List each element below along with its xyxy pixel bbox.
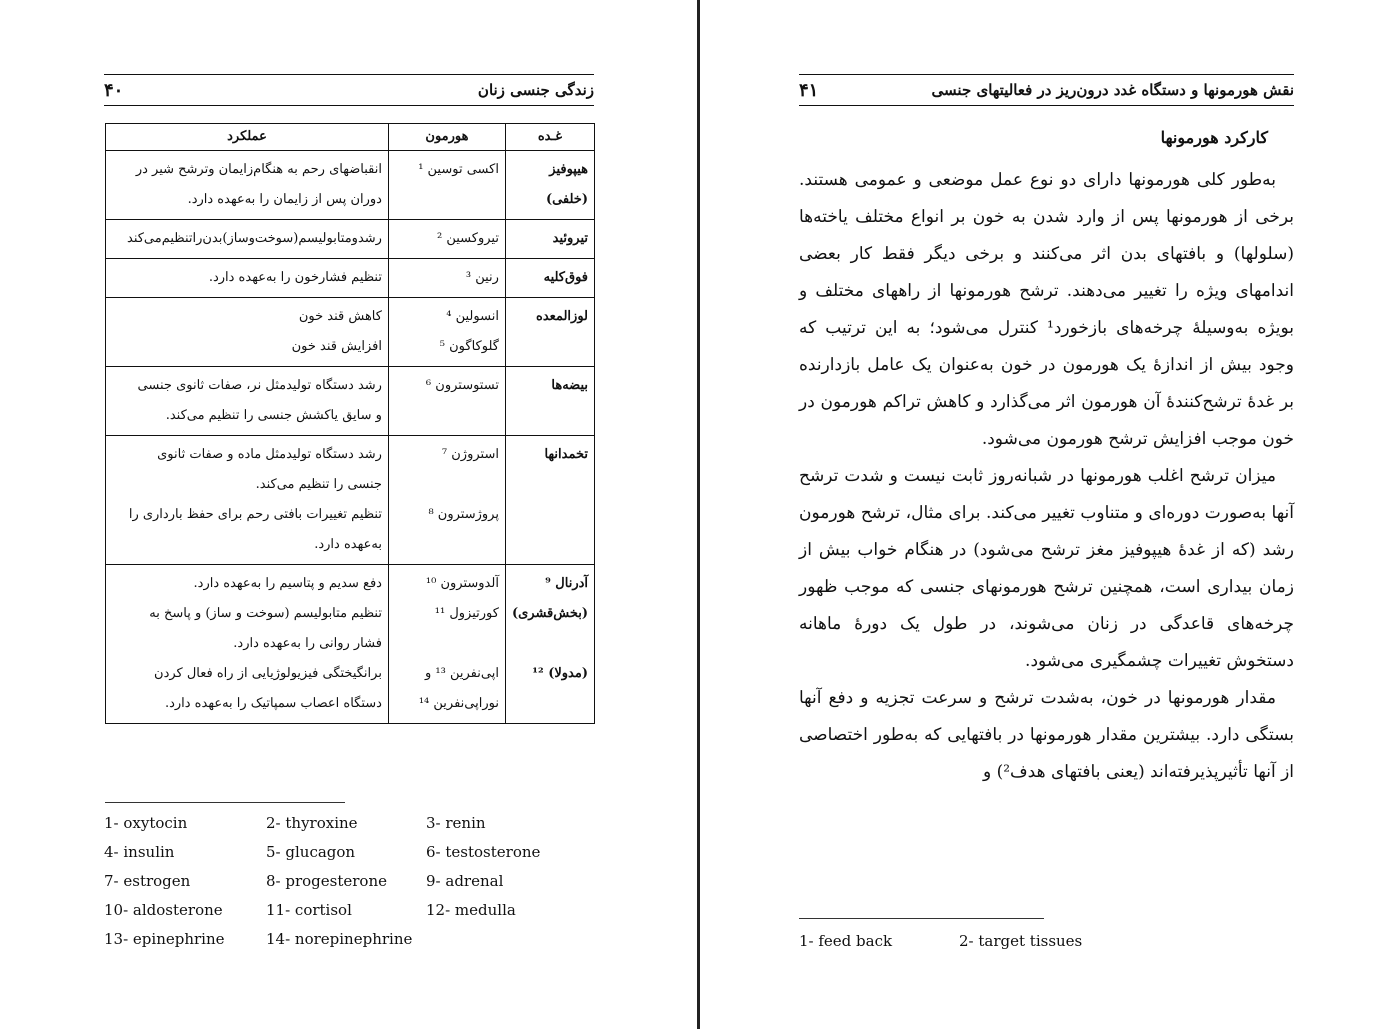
cell-line: فوق‌کلیه <box>543 270 588 285</box>
running-title: زندگی جنسی زنان <box>477 81 594 99</box>
gland-cell <box>505 436 594 565</box>
gland-cell <box>505 367 594 436</box>
footnote: 14- norepinephrine <box>266 930 413 948</box>
footnote: 4- insulin <box>104 843 175 861</box>
footnote: 6- testosterone <box>426 843 541 861</box>
footnote: 12- medulla <box>426 901 516 919</box>
paragraph: به‌طور کلی هورمونها دارای دو نوع عمل موضعی و عمومی هستند. برخی از هورمونها پس از وارد شدن به خون بر انواع مختلف یاخته‌ها (سلولها) و بافتهای بدن اثر می‌کنند و برخی دیگر فقط کار بعضی اندامهای ویژه را تغییر می‌دهند. ترشح هورمونها از راههای مختلف و بویژه به‌وسیلهٔ چرخه‌های بازخورد¹ کنترل می‌شود؛ به این ترتیب که وجود بیش از اندازهٔ یک هورمون در خون به‌عنوان یک عامل بازدارنده بر غدهٔ ترشح‌کنندهٔ آن هورمون اثر می‌گذارد و کاهش تراکم هورمون در خون موجب افزایش ترشح هورمون می‌شود. <box>799 170 1294 449</box>
hormone-cell <box>388 298 505 367</box>
cell-line: پروژسترون ⁸ <box>428 507 499 522</box>
cell-line <box>395 470 499 500</box>
cell-line: رشد دستگاه تولیدمثل نر، صفات ثانوی جنسی <box>137 378 382 393</box>
right-page <box>699 0 1398 1029</box>
gland-cell <box>505 298 594 367</box>
cell-line: تیروئید <box>552 231 588 246</box>
page-number: ۴۰ <box>104 79 124 101</box>
table-row <box>106 298 595 367</box>
column-header-gland: غـده <box>505 124 594 151</box>
cell-line: بیضه‌ها <box>551 378 588 393</box>
cell-line: فشار روانی را به‌عهده دارد. <box>233 636 382 651</box>
footnote: 13- epinephrine <box>104 930 225 948</box>
paragraph: مقدار هورمونها در خون، به‌شدت ترشح و سرعت تجزیه و دفع آنها بستگی دارد. بیشترین مقدار هورمونها در بافتهایی که به‌طور اختصاصی از آنها تأثیرپذیرفته‌اند (یعنی بافتهای هدف²) و <box>799 688 1294 782</box>
hormone-cell <box>388 151 505 220</box>
cell-line: (مدولا) ¹² <box>532 666 588 681</box>
table-row <box>106 436 595 565</box>
cell-line: آلدوسترون ¹⁰ <box>425 576 499 591</box>
cell-line: هیپوفیز <box>549 162 588 177</box>
cell-line: دفع سدیم و پتاسیم را به‌عهده دارد. <box>193 576 382 591</box>
footnote: 2- target tissues <box>959 932 1083 950</box>
gland-hormone-table <box>105 123 595 724</box>
cell-line: (بخش‌قشری) <box>511 606 588 621</box>
cell-line: نوراپی‌نفرین ¹⁴ <box>418 696 499 711</box>
footnote: 8- progesterone <box>266 872 388 890</box>
table-row <box>106 565 595 724</box>
function-cell <box>106 151 389 220</box>
function-cell <box>106 565 389 724</box>
table-row <box>106 367 595 436</box>
column-header-function: عملکرد <box>106 124 389 151</box>
cell-line: دوران پس از زایمان را به‌عهده دارد. <box>187 192 382 207</box>
running-title: نقش هورمونها و دستگاه غدد درون‌ریز در فعالیتهای جنسی <box>931 81 1294 99</box>
cell-line: انقباضهای رحم به هنگام‌زایمان وترشح شیر در <box>135 162 382 177</box>
gland-cell <box>505 151 594 220</box>
section-title: کارکرد هورمونها <box>1160 128 1268 147</box>
function-cell <box>106 298 389 367</box>
cell-line: گلوکاگون ⁵ <box>439 339 499 354</box>
function-cell <box>106 220 389 259</box>
footnote: 3- renin <box>426 814 486 832</box>
table-row <box>106 151 595 220</box>
cell-line: کاهش قند خون <box>298 309 382 324</box>
cell-line: اپی‌نفرین ¹³ و <box>425 666 499 681</box>
footnote: 5- glucagon <box>266 843 356 861</box>
cell-line: افزایش قند خون <box>291 339 382 354</box>
footnote: 11- cortisol <box>266 901 352 919</box>
cell-line: کورتیزول ¹¹ <box>434 606 499 621</box>
cell-line: به‌عهده دارد. <box>314 537 382 552</box>
page-number: ۴۱ <box>799 79 819 101</box>
gland-cell <box>505 259 594 298</box>
cell-line: آدرنال ⁹ <box>545 576 588 591</box>
left-footnotes <box>104 814 594 954</box>
hormone-cell <box>388 436 505 565</box>
cell-line: اکسی توسین ¹ <box>418 162 499 177</box>
cell-line: تخمدانها <box>544 447 588 462</box>
table-row <box>106 220 595 259</box>
column-header-hormone: هورمون <box>388 124 505 151</box>
gland-cell <box>505 565 594 724</box>
table-row <box>106 259 595 298</box>
body-text <box>799 162 1294 791</box>
footnote: 9- adrenal <box>426 872 504 890</box>
cell-line: تنظیم فشارخون را به‌عهده دارد. <box>208 270 382 285</box>
hormone-cell <box>388 259 505 298</box>
cell-line: دستگاه اعصاب سمپاتیک را به‌عهده دارد. <box>164 696 382 711</box>
footnote: 1- feed back <box>799 932 893 950</box>
footnote: 7- estrogen <box>104 872 191 890</box>
cell-line <box>395 629 499 659</box>
hormone-cell <box>388 220 505 259</box>
cell-line: رنین ³ <box>465 270 499 285</box>
function-cell <box>106 436 389 565</box>
cell-line: رشدومتابولیسم(سوخت‌وساز)بدن‌راتنظیم‌می‌کند <box>127 231 382 246</box>
cell-line: (خلفی) <box>545 192 588 207</box>
hormone-cell <box>388 565 505 724</box>
cell-line: تنظیم تغییرات بافتی رحم برای حفظ بارداری را <box>128 507 382 522</box>
footnote-rule <box>105 802 345 803</box>
cell-line: لوزالمعده <box>536 309 588 324</box>
paragraph: میزان ترشح اغلب هورمونها در شبانه‌روز ثابت نیست و شدت ترشح آنها به‌صورت دوره‌ای و متناوب تغییر می‌کند. برای مثال، ترشح هورمون رشد (که از غدهٔ هیپوفیز مغز ترشح می‌شود) در هنگام خواب بیش از زمان بیداری است، همچنین ترشح هورمونهای جنسی که موجب ظهور چرخه‌های قاعدگی در زنان می‌شوند، در طول یک دورهٔ ماهانه دستخوش تغییرات چشمگیری می‌شود. <box>799 466 1294 671</box>
footnote: 1- oxytocin <box>104 814 188 832</box>
cell-line: برانگیختگی فیزیولوژیایی از راه فعال کردن <box>154 666 382 681</box>
left-page-header <box>104 74 594 106</box>
cell-line: تنظیم متابولیسم (سوخت و ساز) و پاسخ به <box>149 606 382 621</box>
cell-line <box>512 629 588 659</box>
cell-line: تستوسترون ⁶ <box>425 378 499 393</box>
footnote-rule <box>799 918 1044 919</box>
cell-line: رشد دستگاه تولیدمثل ماده و صفات ثانوی <box>157 447 382 462</box>
cell-line: استروژن ⁷ <box>441 447 499 462</box>
right-page-header <box>799 74 1294 106</box>
cell-line: تیروکسین ² <box>437 231 499 246</box>
cell-line: انسولین ⁴ <box>446 309 499 324</box>
footnote: 10- aldosterone <box>104 901 223 919</box>
function-cell <box>106 259 389 298</box>
cell-line: و سایق یا‌کشش جنسی را تنظیم می‌کند. <box>165 408 382 423</box>
right-footnotes <box>799 932 1294 962</box>
footnote: 2- thyroxine <box>266 814 358 832</box>
function-cell <box>106 367 389 436</box>
gland-cell <box>505 220 594 259</box>
cell-line: جنسی را تنظیم می‌کند. <box>255 477 382 492</box>
hormone-cell <box>388 367 505 436</box>
